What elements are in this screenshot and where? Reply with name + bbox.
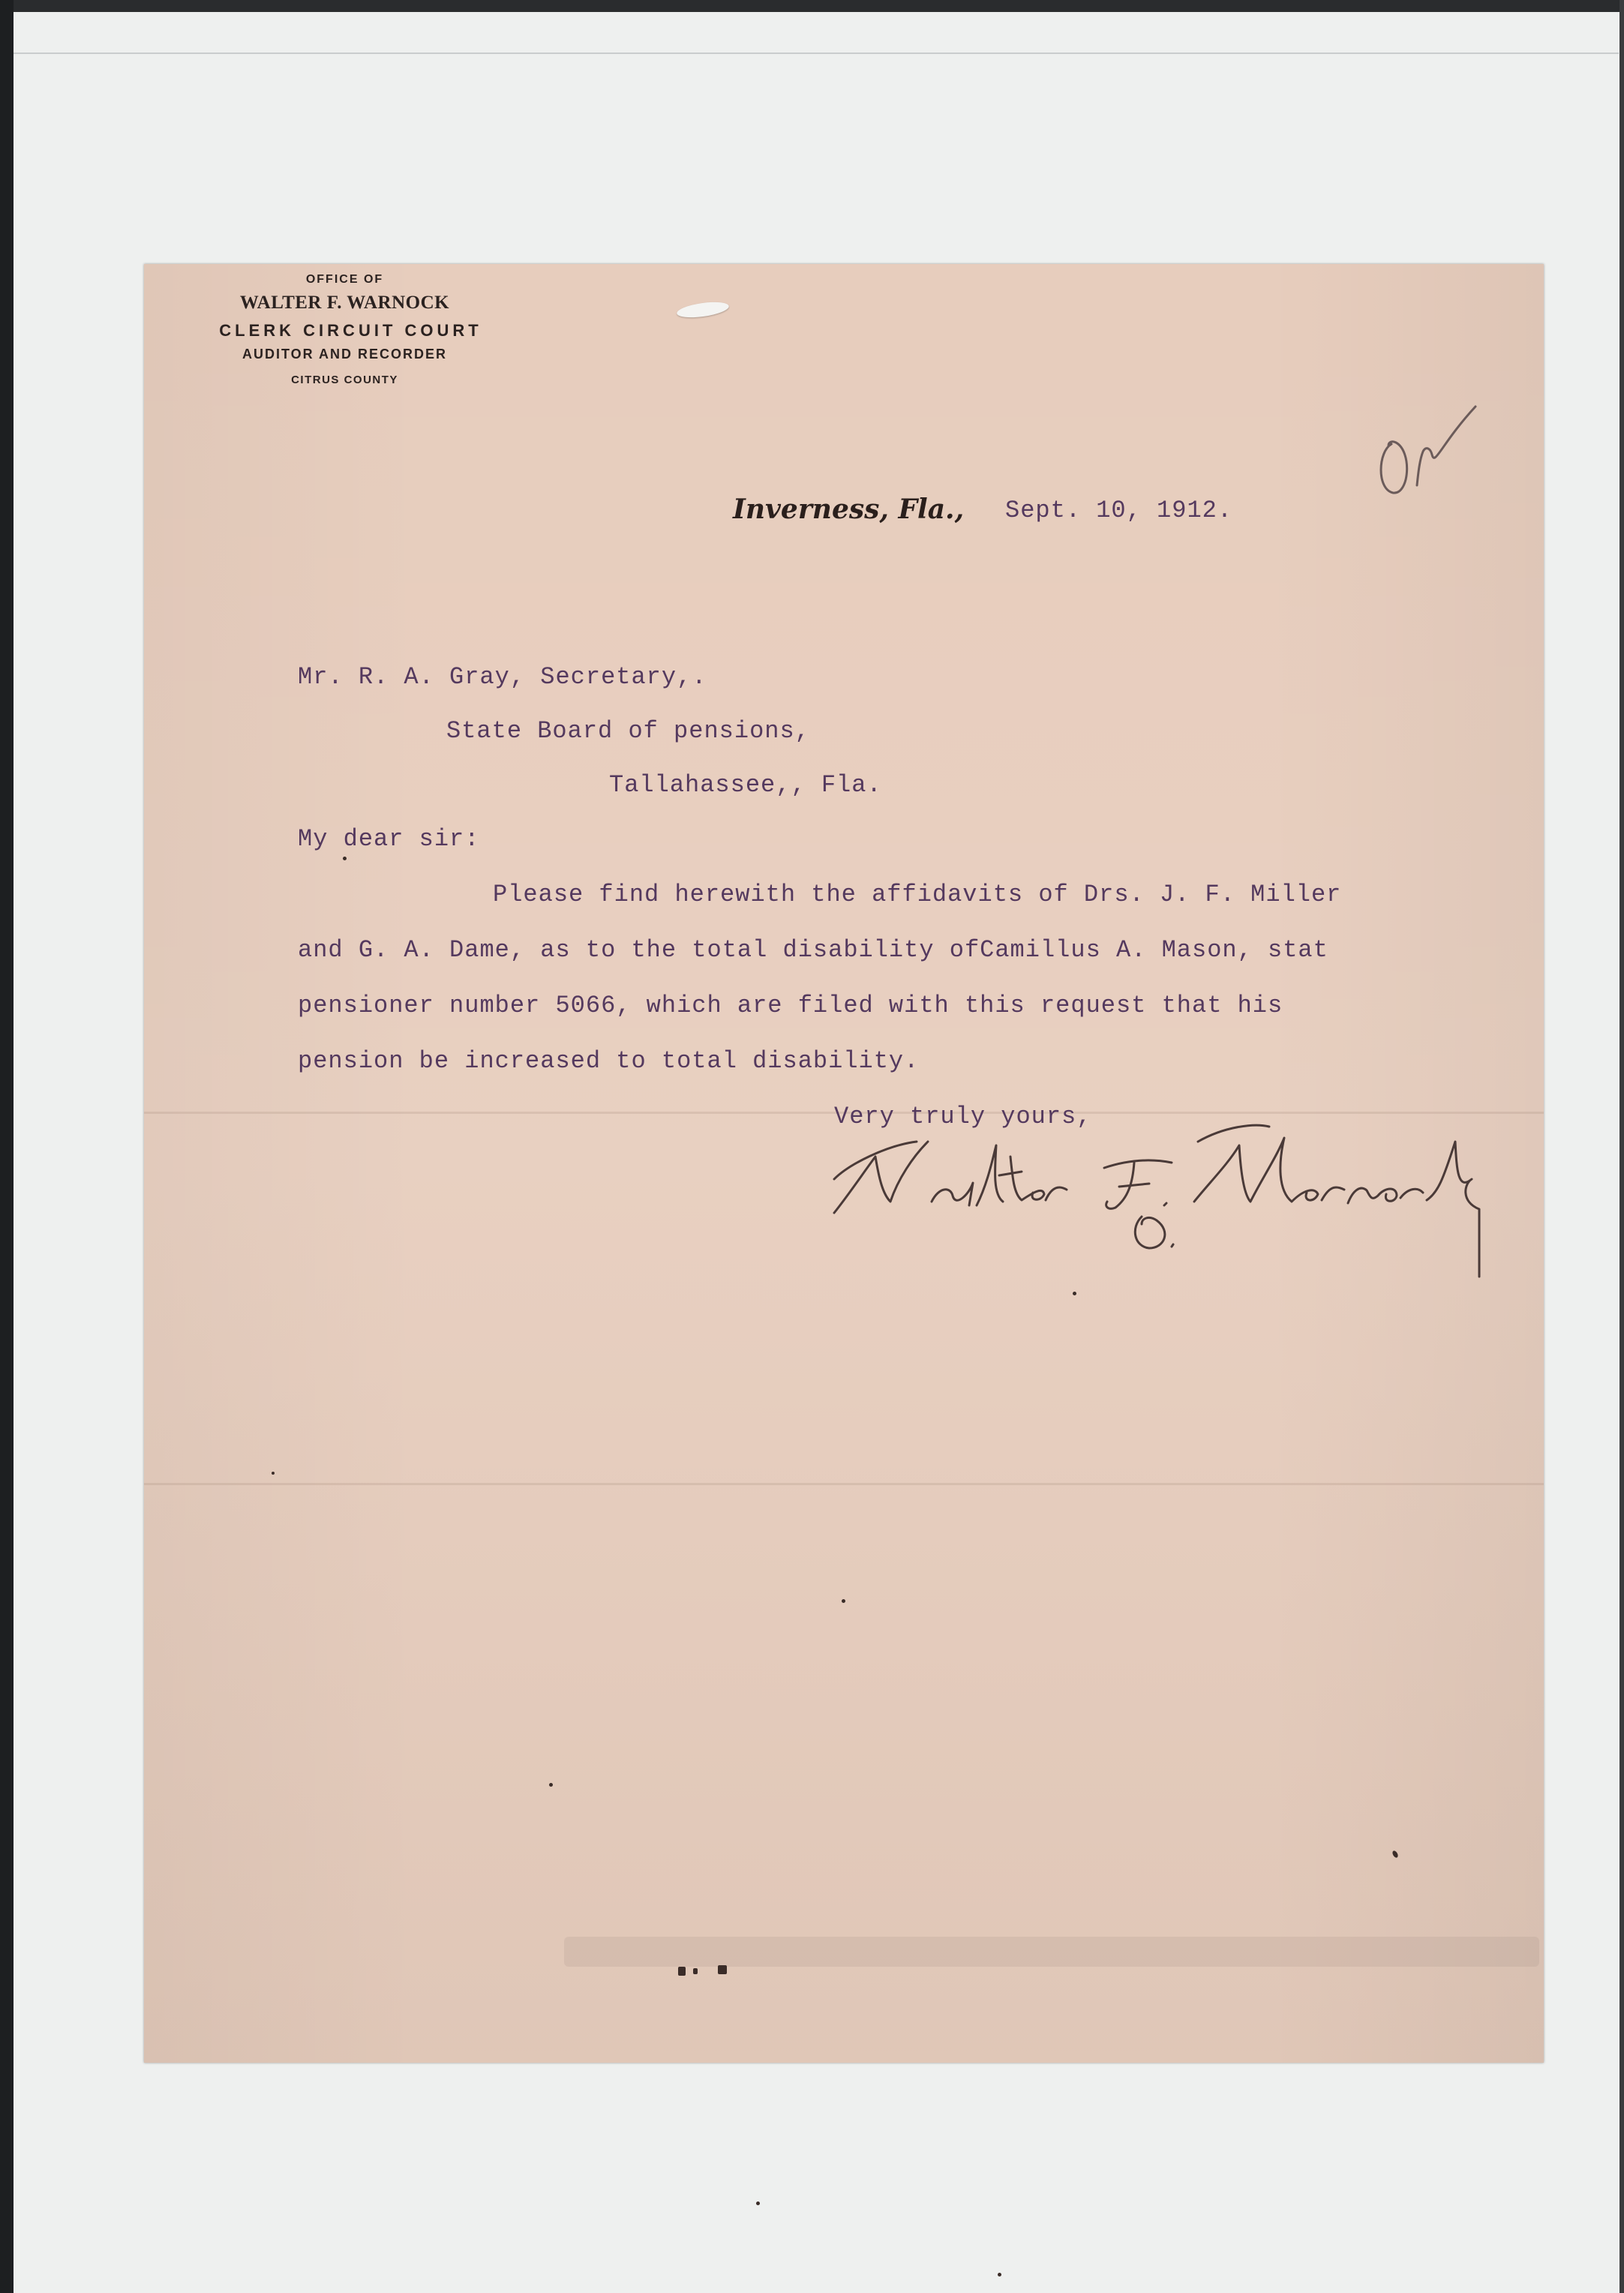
paper-speck (272, 1472, 275, 1475)
letter-page (144, 264, 1544, 2063)
letterhead-name: WALTER F. WARNOCK (239, 293, 450, 313)
letter-date: Sept. 10, 1912. (1005, 497, 1233, 524)
recipient-line-3: Tallahassee,, Fla. (609, 771, 882, 799)
salutation: My dear sir: (298, 825, 480, 853)
scanner-speck (998, 2273, 1001, 2276)
body-line: and G. A. Dame, as to the total disability ofCamillus A. Mason, stat (298, 936, 1328, 964)
paper-speck (343, 857, 347, 860)
paper-speck (842, 1599, 845, 1603)
letter-place: Inverness, Fla., (733, 494, 965, 525)
handwritten-signature (819, 1112, 1554, 1284)
closing: Very truly yours, (834, 1103, 1092, 1130)
scanner-right-edge (1619, 0, 1624, 2293)
letterhead-role: AUDITOR AND RECORDER (242, 347, 447, 362)
letterhead-county: CITRUS COUNTY (291, 374, 398, 386)
scanner-left-edge (0, 0, 14, 2293)
paper-fold-line (144, 1483, 1544, 1485)
recipient-line-2: State Board of pensions, (446, 717, 810, 745)
scanner-top-edge (0, 0, 1624, 12)
punch-hole (676, 299, 730, 320)
faint-bleedthrough (564, 1929, 1539, 1974)
body-line: Please find herewith the affidavits of Drs. J. F. Miller (493, 881, 1342, 908)
paper-speck (1073, 1292, 1076, 1295)
body-line: pensioner number 5066, which are filed with this request that his (298, 992, 1283, 1019)
scanner-speck (756, 2201, 760, 2205)
ok-handwritten-mark (1363, 399, 1498, 504)
scanner-glass-line (14, 53, 1619, 54)
letterhead-title: CLERK CIRCUIT COURT (219, 321, 482, 340)
body-line: pension be increased to total disability. (298, 1047, 920, 1075)
paper-speck (1391, 1850, 1399, 1859)
letterhead-office-of: OFFICE OF (305, 273, 384, 286)
recipient-line-1: Mr. R. A. Gray, Secretary,. (298, 663, 707, 691)
paper-speck (549, 1783, 553, 1787)
